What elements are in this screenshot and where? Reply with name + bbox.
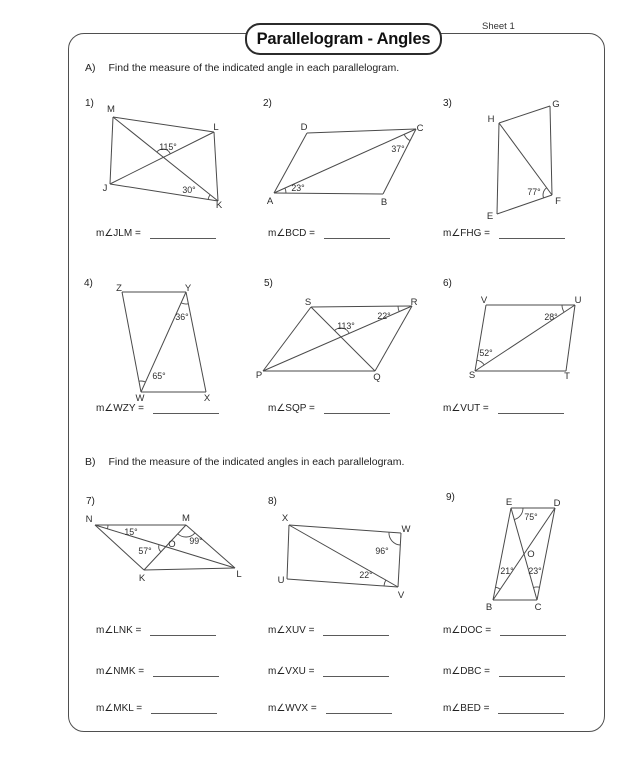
figure-parallelogram-2 xyxy=(256,118,432,212)
edge xyxy=(307,129,416,133)
parallelogram-3-edges xyxy=(497,106,552,214)
edge xyxy=(274,193,383,194)
answer-row xyxy=(443,664,565,677)
angle-value-label: 23° xyxy=(528,566,542,576)
vertex-label: H xyxy=(487,114,495,125)
question-label: m∠WVX = xyxy=(268,703,317,714)
edge xyxy=(287,579,398,587)
vertex-label: J xyxy=(102,183,108,194)
answer-row xyxy=(96,623,216,636)
figure-parallelogram-6 xyxy=(466,292,584,386)
angle-value-label: 65° xyxy=(152,371,166,381)
angle-arc xyxy=(562,305,564,312)
vertex-label: N xyxy=(85,514,93,525)
answer-blank[interactable] xyxy=(324,401,390,414)
edge xyxy=(497,195,552,214)
angle-value-label: 36° xyxy=(175,312,189,322)
diagonal xyxy=(113,117,218,201)
problem-7-number: 7) xyxy=(86,496,95,507)
edge xyxy=(144,568,235,570)
answer-blank[interactable] xyxy=(151,701,217,714)
section-a-header xyxy=(85,62,399,74)
angle-value-label: 30° xyxy=(182,185,196,195)
question-label: m∠FHG = xyxy=(443,228,491,239)
diagonal xyxy=(499,123,552,195)
vertex-label: G xyxy=(552,99,560,110)
problem-9-number: 9) xyxy=(446,492,455,503)
diagonal xyxy=(95,525,235,568)
vertex-label: V xyxy=(397,590,405,601)
answer-row xyxy=(268,664,389,677)
vertex-label: D xyxy=(553,498,561,509)
vertex-label: R xyxy=(410,297,418,308)
vertex-label: C xyxy=(534,602,542,613)
answer-blank[interactable] xyxy=(498,401,564,414)
question-label: m∠MKL = xyxy=(96,703,143,714)
angle-value-label: 96° xyxy=(375,546,389,556)
question-label: m∠JLM = xyxy=(96,228,141,239)
diagonal xyxy=(311,307,375,371)
vertex-label: V xyxy=(480,295,488,306)
vertex-label: E xyxy=(486,211,494,222)
edge xyxy=(186,525,235,568)
answer-blank[interactable] xyxy=(323,623,389,636)
angle-arc xyxy=(404,134,410,140)
answer-blank[interactable] xyxy=(150,226,216,239)
question-label: m∠VXU = xyxy=(268,666,315,677)
answer-blank[interactable] xyxy=(499,226,565,239)
section-a-label: A) xyxy=(85,62,96,74)
angle-value-label: 77° xyxy=(527,187,541,197)
section-a-instruction: Find the measure of the indicated angle in each parallelogram. xyxy=(108,62,400,74)
figure-parallelogram-5 xyxy=(253,294,425,386)
angle-value-label: 28° xyxy=(544,312,558,322)
figure-parallelogram-9 xyxy=(482,494,566,616)
vertex-label: B xyxy=(380,197,388,208)
vertex-label: X xyxy=(281,513,289,524)
vertex-label: U xyxy=(277,575,285,586)
answer-blank[interactable] xyxy=(153,401,219,414)
vertex-label: K xyxy=(138,573,146,584)
problem-5-number: 5) xyxy=(264,278,273,289)
vertex-label: E xyxy=(505,497,513,508)
diagonal xyxy=(289,525,398,587)
answer-blank[interactable] xyxy=(498,701,564,714)
edge xyxy=(110,117,113,184)
angle-value-label: 113° xyxy=(337,321,355,331)
edge xyxy=(566,305,575,371)
problem-6-number: 6) xyxy=(443,278,452,289)
angle-arc xyxy=(285,188,286,193)
angle-arc xyxy=(139,381,146,382)
angle-arc xyxy=(107,525,108,529)
vertex-label: L xyxy=(236,569,242,580)
answer-row xyxy=(268,623,389,636)
angle-value-label: 21° xyxy=(500,566,514,576)
vertex-label: L xyxy=(213,122,219,133)
angle-value-label: 57° xyxy=(138,546,152,556)
question-label: m∠XUV = xyxy=(268,625,315,636)
angle-arc xyxy=(384,580,386,586)
angle-value-label: 23° xyxy=(291,183,305,193)
answer-row xyxy=(96,226,216,239)
vertex-label: Q xyxy=(373,372,381,383)
figure-parallelogram-4 xyxy=(103,280,221,408)
angle-arc xyxy=(514,508,523,520)
vertex-label: U xyxy=(574,295,582,306)
question-label: m∠VUT = xyxy=(443,403,489,414)
diagonal xyxy=(475,305,575,371)
edge xyxy=(383,129,416,194)
vertex-label: X xyxy=(203,393,211,404)
answer-row xyxy=(268,701,392,714)
sheet-number-label: Sheet 1 xyxy=(482,21,515,32)
problem-8-number: 8) xyxy=(268,496,277,507)
parallelogram-7-edges xyxy=(95,525,235,570)
question-label: m∠BED = xyxy=(443,703,490,714)
question-label: m∠WZY = xyxy=(96,403,144,414)
angle-arc xyxy=(159,545,161,552)
vertex-label: F xyxy=(555,196,561,207)
answer-blank[interactable] xyxy=(324,226,390,239)
answer-row xyxy=(96,664,219,677)
angle-arc xyxy=(208,195,210,200)
answer-blank[interactable] xyxy=(499,664,565,677)
vertex-label: S xyxy=(468,370,476,381)
answer-row xyxy=(443,701,564,714)
angle-value-label: 99° xyxy=(189,536,203,546)
angle-value-label: 52° xyxy=(479,348,493,358)
problem-4-number: 4) xyxy=(84,278,93,289)
vertex-label: M xyxy=(107,104,115,115)
vertex-label: K xyxy=(215,200,223,211)
answer-row xyxy=(96,701,217,714)
answer-row xyxy=(96,401,219,414)
vertex-label: Y xyxy=(184,283,192,294)
angle-arc xyxy=(389,532,400,545)
worksheet-title-capsule xyxy=(245,23,442,55)
vertex-label: A xyxy=(266,196,274,207)
figure-parallelogram-1 xyxy=(83,98,237,218)
question-label: m∠LNK = xyxy=(96,625,142,636)
answer-row xyxy=(268,226,390,239)
answer-blank[interactable] xyxy=(153,664,219,677)
question-label: m∠SQP = xyxy=(268,403,315,414)
edge xyxy=(289,525,401,533)
edge xyxy=(214,132,218,201)
edge xyxy=(499,106,550,123)
answer-row xyxy=(268,401,390,414)
edge xyxy=(497,123,499,214)
parallelogram-6-edges xyxy=(475,305,575,371)
section-b-instruction: Find the measure of the indicated angles in each parallelogram. xyxy=(108,456,405,468)
vertex-label: W xyxy=(401,524,411,535)
vertex-label: Z xyxy=(116,283,122,294)
answer-blank[interactable] xyxy=(326,701,392,714)
answer-row xyxy=(443,401,564,414)
angle-arc xyxy=(543,188,547,198)
edge xyxy=(311,306,412,307)
angle-value-label: 115° xyxy=(159,142,177,152)
angle-value-label: 75° xyxy=(524,512,538,522)
problem-3-number: 3) xyxy=(443,98,452,109)
edge xyxy=(263,307,311,371)
edge xyxy=(186,292,206,392)
edge xyxy=(287,525,289,579)
vertex-label: M xyxy=(182,513,190,524)
vertex-label: T xyxy=(564,371,570,382)
vertex-label: D xyxy=(300,122,308,133)
section-b-label: B) xyxy=(85,456,96,468)
edge xyxy=(398,533,401,587)
angle-arc xyxy=(181,303,188,304)
problem-1-number: 1) xyxy=(85,98,94,109)
figure-parallelogram-8 xyxy=(276,512,412,604)
vertex-label: P xyxy=(255,370,263,381)
vertex-label: B xyxy=(485,602,493,613)
parallelogram-8-edges xyxy=(287,525,401,587)
angle-arc xyxy=(496,587,501,589)
answer-row xyxy=(443,226,565,239)
vertex-label: W xyxy=(135,393,145,404)
question-label: m∠NMK = xyxy=(96,666,145,677)
answer-blank[interactable] xyxy=(150,623,216,636)
question-label: m∠DBC = xyxy=(443,666,491,677)
worksheet-title: Parallelogram - Angles xyxy=(256,29,431,48)
edge xyxy=(110,184,218,201)
section-b-header xyxy=(85,456,404,468)
vertex-label: S xyxy=(304,297,312,308)
angle-arc xyxy=(398,306,399,312)
edge xyxy=(122,292,141,392)
figure-parallelogram-7 xyxy=(82,510,248,588)
answer-blank[interactable] xyxy=(500,623,566,636)
question-label: m∠BCD = xyxy=(268,228,316,239)
parallelogram-1-edges xyxy=(110,117,218,201)
edge xyxy=(550,106,552,195)
diagonal xyxy=(110,132,214,184)
vertex-label: C xyxy=(416,123,424,134)
question-label: m∠DOC = xyxy=(443,625,492,636)
angle-value-label: 22° xyxy=(377,311,391,321)
answer-blank[interactable] xyxy=(323,664,389,677)
intersection-label: O xyxy=(168,539,176,550)
angle-value-label: 22° xyxy=(359,570,373,580)
angle-value-label: 15° xyxy=(124,527,138,537)
intersection-label: O xyxy=(527,549,535,560)
problem-2-number: 2) xyxy=(263,98,272,109)
angle-arc xyxy=(534,587,540,588)
angle-value-label: 37° xyxy=(391,144,405,154)
figure-parallelogram-3 xyxy=(478,96,574,226)
angle-arc xyxy=(477,360,484,365)
answer-row xyxy=(443,623,566,636)
